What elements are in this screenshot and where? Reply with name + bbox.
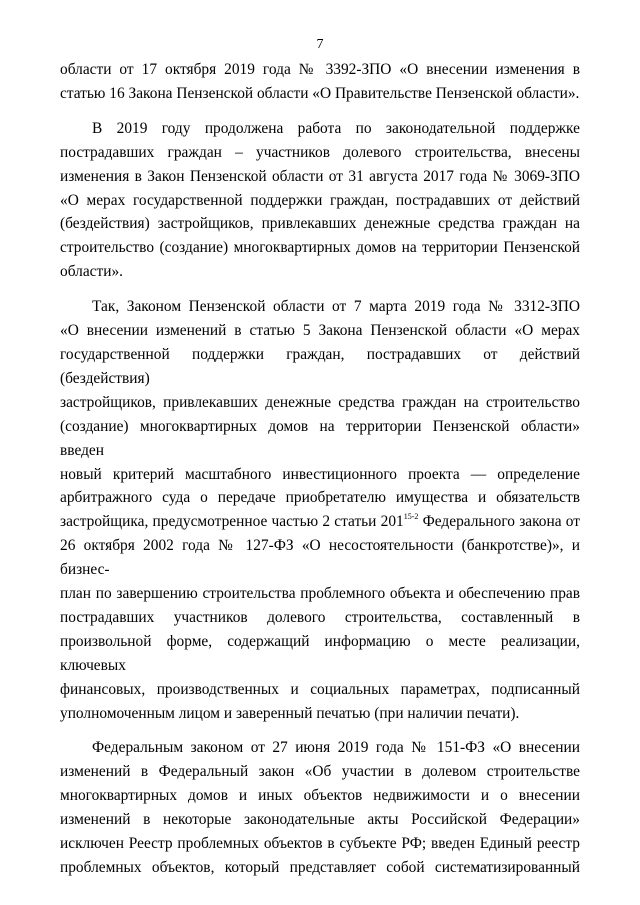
- text-line: многоквартирных домов и иных объектов недвижимости и о внесении: [60, 787, 580, 805]
- text-line: исключен Реестр проблемных объектов в субъекте РФ; введен Единый реестр: [60, 835, 580, 853]
- text-line: произвольной форме, содержащий информацию о месте реализации, ключевых: [60, 632, 580, 674]
- text-line: Так, Законом Пензенской области от 7 марта 2019 года № 3312-ЗПО: [92, 298, 580, 316]
- superscript: 15-2: [403, 512, 419, 522]
- text-line: план по завершению строительства проблемного объекта и обеспечению прав: [60, 585, 580, 603]
- text-line: изменений в Федеральный закон «Об участии в долевом строительстве: [60, 763, 580, 781]
- text-line: Федеральным законом от 27 июня 2019 года № 151-ФЗ «О внесении: [92, 739, 580, 757]
- text-line: арбитражного суда о передаче приобретателю имущества и обязательств: [60, 489, 580, 507]
- text-line: застройщиков, привлекавших денежные средства граждан на строительство: [60, 393, 580, 411]
- text-line: пострадавших граждан – участников долевого строительства, внесены: [60, 143, 580, 161]
- text-line: области от 17 октября 2019 года № 3392-ЗПО «О внесении изменения в: [60, 61, 580, 78]
- page-number: 7: [316, 37, 324, 52]
- text-segment: застройщика, предусмотренное частью 2 статьи 201: [60, 513, 404, 531]
- text-line: (создание) многоквартирных домов на территории Пензенской области» введен: [60, 417, 580, 459]
- document-body: [60, 58, 580, 880]
- text-line: проблемных объектов, который представляет собой систематизированный: [60, 859, 580, 876]
- text-line: государственной поддержки граждан, пострадавших от действий (бездействия): [60, 345, 580, 387]
- text-line: пострадавших участников долевого строительства, составленный в: [60, 608, 580, 626]
- text-line: 26 октября 2002 года № 127-ФЗ «О несостоятельности (банкротстве)», и бизнес-: [60, 537, 580, 579]
- text-line: изменений в некоторые законодательные акты Российской Федерации»: [60, 811, 580, 829]
- text-line: (бездействия) застройщиков, привлекавших денежные средства граждан на: [60, 215, 580, 233]
- text-segment: Федерального закона от: [418, 513, 580, 531]
- text-line: области».: [60, 263, 123, 281]
- text-line: статью 16 Закона Пензенской области «О Правительстве Пензенской области».: [60, 84, 580, 102]
- text-line: финансовых, производственных и социальных параметрах, подписанный: [60, 680, 580, 698]
- text-line: строительство (создание) многоквартирных домов на территории Пензенской: [60, 239, 580, 257]
- text-line-with-superscript: [60, 510, 580, 534]
- text-line: новый критерий масштабного инвестиционного проекта — определение: [60, 465, 580, 483]
- paragraph-3: [60, 295, 580, 725]
- paragraph-1: [60, 58, 580, 106]
- text-line: «О мерах государственной поддержки граждан, пострадавших от действий: [60, 191, 580, 209]
- text-line: изменения в Закон Пензенской области от 31 августа 2017 года № 3069-ЗПО: [60, 167, 580, 185]
- text-line: В 2019 году продолжена работа по законодательной поддержке: [92, 119, 580, 137]
- text-line: «О внесении изменений в статью 5 Закона Пензенской области «О мерах: [60, 322, 580, 340]
- paragraph-2: [60, 117, 580, 284]
- paragraph-4: [60, 736, 580, 879]
- text-line: уполномоченным лицом и заверенный печатью (при наличии печати).: [60, 704, 520, 722]
